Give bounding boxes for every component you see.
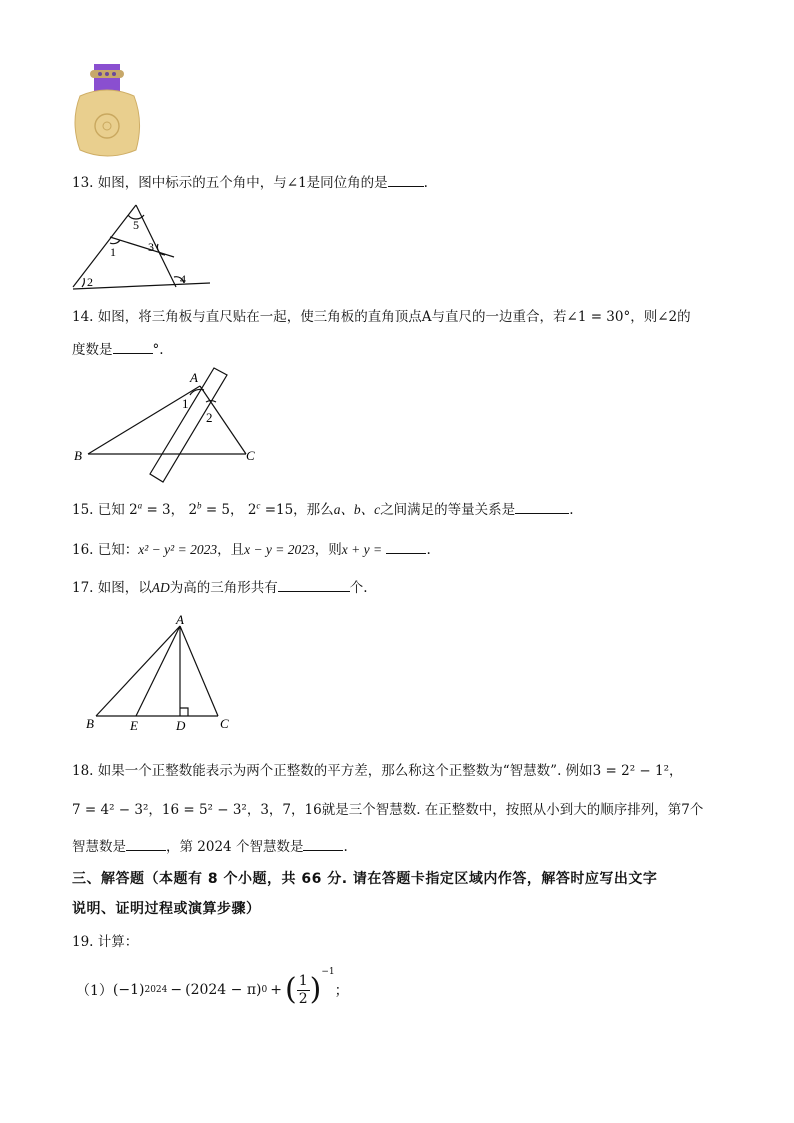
answer-blank [126, 836, 166, 851]
angle-label-1: 1 [110, 245, 116, 259]
answer-blank [113, 339, 153, 354]
section-3-heading-cont: 说明、证明过程或演算步骤） [72, 901, 261, 917]
vertex-label-A: A [190, 370, 198, 385]
vertex-label-B: B [74, 448, 82, 463]
vertex-label-C: C [220, 716, 229, 731]
answer-blank [515, 499, 569, 514]
angle-label-2: 2 [206, 410, 213, 425]
question-14-line1: 14. 如图，将三角板与直尺贴在一起，使三角板的直角顶点A与直尺的一边重合，若∠1 = 30°，则∠2的 [72, 309, 691, 325]
question-19-title: 19. 计算： [72, 934, 139, 950]
question-14-line2: 度数是 °. [72, 339, 164, 360]
question-16: 16. 已知：x² − y² = 2023，且x − y = 2023，则x + y = . [72, 539, 431, 560]
figure-14 [70, 366, 270, 484]
vertex-label-E: E [130, 718, 138, 733]
question-18-line1: 18. 如果一个正整数能表示为两个正整数的平方差，那么称这个正整数为“智慧数”. 例如3 = 2² − 1²， [72, 763, 683, 779]
angle-label-4: 4 [180, 272, 186, 286]
section-3-heading: 三、解答题（本题有 8 个小题，共 66 分. 请在答题卡指定区域内作答，解答时应写出文字 [72, 871, 658, 887]
vertex-label-D: D [176, 718, 186, 733]
question-18-line3: 智慧数是 ，第 2024 个智慧数是 . [72, 836, 348, 857]
answer-blank [303, 836, 343, 851]
question-15: 15. 已知 $2^a = 3$， $2^b = 5$， $2^c =15$，那么a、b、c之间满足的等量关系是 . [72, 500, 574, 518]
angle-label-1: 1 [182, 396, 189, 411]
answer-blank [388, 172, 424, 187]
question-17: 17. 如图，以AD为高的三角形共有 个. [72, 577, 368, 598]
vertex-label-C: C [246, 448, 255, 463]
answer-blank [278, 577, 350, 592]
angle-label-5: 5 [133, 218, 139, 232]
fraction-one-half: 1 2 [298, 972, 308, 1007]
question-19-part1: （1） (−1) 2024 − (2024 − π) 0 + ( 1 2 ) −1 ； [76, 967, 349, 1007]
vertex-label-A: A [176, 612, 184, 627]
question-18-line2: 7 = 4² − 3²，16 = 5² − 3²，3，7，16就是三个智慧数. 在正整数中，按照从小到大的顺序排列，第7个 [72, 802, 704, 818]
angle-label-3: 3 [148, 240, 154, 254]
figure-13 [70, 203, 220, 293]
angle-label-2: 2 [87, 275, 93, 289]
vertex-label-B: B [86, 716, 94, 731]
question-13: 13. 如图，图中标示的五个角中，与∠1是同位角的是 . [72, 172, 428, 193]
figure-17 [84, 612, 244, 736]
medal-icon [70, 62, 146, 162]
answer-blank [386, 539, 426, 554]
